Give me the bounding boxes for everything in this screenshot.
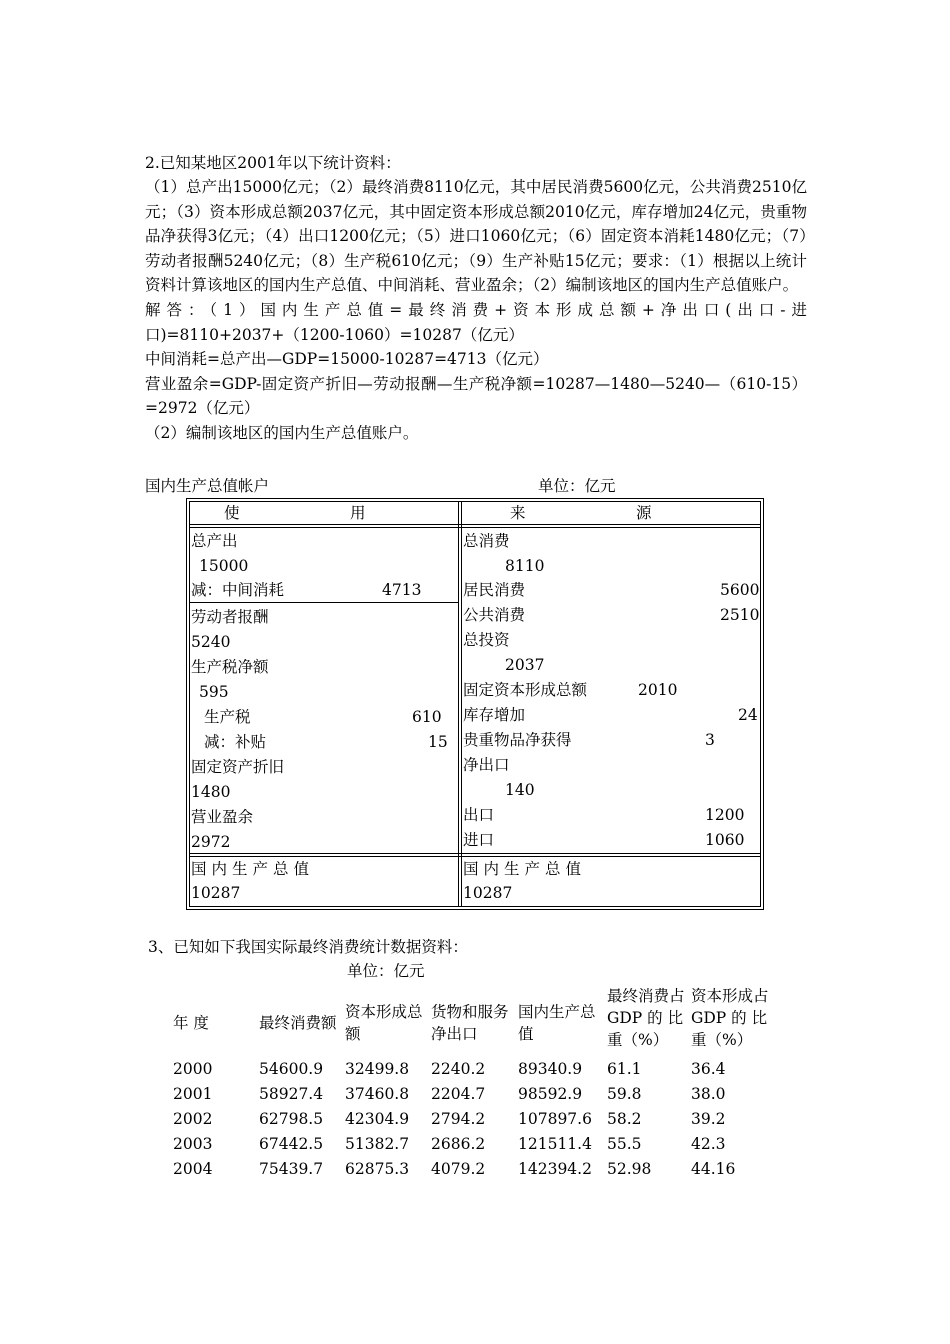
table-cell: 107897.6 [518, 1110, 592, 1128]
right-gdp-value: 10287 [463, 884, 513, 902]
table-cell: 62798.5 [259, 1110, 324, 1128]
col-header-gdp: 国内生产总值 [518, 1003, 596, 1043]
right-export: 出口 [463, 806, 495, 824]
table-cell: 4079.2 [431, 1160, 486, 1178]
left-subsidy-value: 15 [428, 733, 448, 751]
table-cell: 75439.7 [259, 1160, 324, 1178]
left-intermediate-value: 4713 [382, 581, 422, 599]
use-header-1: 使 [224, 504, 240, 522]
table-cell: 98592.9 [518, 1085, 583, 1103]
left-net-tax: 生产税净额 [191, 658, 269, 676]
table-cell: 44.16 [691, 1160, 736, 1178]
right-valuables: 贵重物品净获得 [463, 731, 572, 749]
table-cell: 142394.2 [518, 1160, 592, 1178]
q3-title: 3、已知如下我国实际最终消费统计数据资料： [148, 938, 468, 956]
source-header-1: 来 [510, 504, 526, 522]
col-header-capital-share: 资本形成占GDP 的 比重（%） [691, 987, 769, 1049]
table-cell: 2002 [173, 1110, 213, 1128]
right-import: 进口 [463, 831, 495, 849]
left-operating-surplus-value: 2972 [191, 833, 231, 851]
table-cell: 61.1 [607, 1060, 642, 1078]
right-gdp-label: 国内生产总值 [463, 860, 587, 878]
table-cell: 54600.9 [259, 1060, 324, 1078]
table-cell: 58.2 [607, 1110, 642, 1128]
table-cell: 67442.5 [259, 1135, 324, 1153]
table-cell: 2794.2 [431, 1110, 486, 1128]
left-production-tax-value: 610 [412, 708, 442, 726]
right-valuables-value: 3 [705, 731, 715, 749]
right-fixed-capital: 固定资本形成总额 [463, 681, 588, 699]
table-cell: 2204.7 [431, 1085, 486, 1103]
table-cell: 2000 [173, 1060, 213, 1078]
table-cell: 58927.4 [259, 1085, 324, 1103]
right-total-consumption-value: 8110 [505, 557, 545, 575]
q2-answer-account: （2）编制该地区的国内生产总值账户。 [145, 423, 419, 442]
col-header-net-export: 货物和服务净出口 [431, 1003, 509, 1043]
q2-answer-surplus: 营业盈余=GDP-固定资产折旧—劳动报酬—生产税净额=10287—1480—5240—（610-15）=2972（亿元） [145, 374, 807, 418]
left-subsidy: 减：补贴 [204, 733, 267, 751]
table-cell: 32499.8 [345, 1060, 410, 1078]
right-fixed-capital-value: 2010 [638, 681, 678, 699]
table-cell: 38.0 [691, 1085, 726, 1103]
right-net-export: 净出口 [463, 756, 510, 774]
table-cell: 59.8 [607, 1085, 642, 1103]
left-compensation: 劳动者报酬 [191, 608, 269, 626]
right-total-investment: 总投资 [463, 631, 510, 649]
right-net-export-value: 140 [505, 781, 535, 799]
col-header-year: 年 度 [173, 1014, 209, 1032]
right-public: 公共消费 [463, 606, 526, 624]
col-header-capital-formation: 资本形成总额 [345, 1003, 423, 1043]
table-cell: 121511.4 [518, 1135, 592, 1153]
table-cell: 2004 [173, 1160, 213, 1178]
q2-body [145, 175, 807, 446]
right-household-value: 5600 [720, 581, 760, 599]
table-cell: 42304.9 [345, 1110, 410, 1128]
left-depreciation-value: 1480 [191, 783, 231, 801]
left-gdp-value: 10287 [191, 884, 241, 902]
table-cell: 2240.2 [431, 1060, 486, 1078]
col-header-final-consumption: 最终消费额 [259, 1014, 337, 1032]
table-cell: 2003 [173, 1135, 213, 1153]
right-public-value: 2510 [720, 606, 760, 624]
table-cell: 62875.3 [345, 1160, 410, 1178]
table-cell: 2686.2 [431, 1135, 486, 1153]
q2-title: 2.已知某地区2001年以下统计资料： [145, 154, 401, 172]
use-header-2: 用 [350, 504, 366, 522]
right-total-consumption: 总消费 [463, 532, 510, 550]
right-household: 居民消费 [463, 581, 526, 599]
account-unit: 单位：亿元 [538, 477, 616, 495]
q3-unit: 单位：亿元 [347, 962, 425, 980]
table-cell: 51382.7 [345, 1135, 410, 1153]
table-cell: 2001 [173, 1085, 213, 1103]
table-cell: 89340.9 [518, 1060, 583, 1078]
right-total-investment-value: 2037 [505, 656, 545, 674]
left-gross-output-value: 15000 [199, 557, 249, 575]
col-header-consumption-share: 最终消费占GDP 的 比重（%） [607, 987, 685, 1049]
right-import-value: 1060 [705, 831, 745, 849]
table-cell: 36.4 [691, 1060, 726, 1078]
right-inventory-value: 24 [738, 706, 758, 724]
left-operating-surplus: 营业盈余 [191, 808, 254, 826]
table-cell: 42.3 [691, 1135, 726, 1153]
table-cell: 52.98 [607, 1160, 652, 1178]
table-cell: 55.5 [607, 1135, 642, 1153]
left-compensation-value: 5240 [191, 633, 231, 651]
left-intermediate: 减：中间消耗 [191, 581, 285, 599]
left-gdp-label: 国内生产总值 [191, 860, 315, 878]
q2-answer-gdp: 解答：（1）国内生产总值=最终消费+资本形成总额+净出口(出口-进口)=8110+2037+（1200-1060）=10287（亿元） [145, 300, 807, 344]
table-cell: 37460.8 [345, 1085, 410, 1103]
q2-answer-intermediate: 中间消耗=总产出—GDP=15000-10287=4713（亿元） [145, 350, 549, 369]
account-title: 国内生产总值帐户 [145, 477, 270, 495]
source-header-2: 源 [636, 504, 652, 522]
left-net-tax-value: 595 [199, 683, 229, 701]
q2-question: （1）总产出15000亿元；（2）最终消费8110亿元，其中居民消费5600亿元，公共消费2510亿元；（3）资本形成总额2037亿元，其中固定资本形成总额2010亿元，库存增加24亿元，贵重物品净获得3亿元；（4）出口1200亿元；（5）进口1060亿元；（6）固定资本消耗1480亿元；（7）劳动者报酬5240亿元；（8）生产税610亿元；（9）生产补贴15亿元；要求：（1）根据以上统计资料计算该地区的国内生产总值、中间消耗、营业盈余；（2）编制该地区的国内生产总值账户。 [145, 178, 807, 295]
left-production-tax: 生产税 [204, 708, 251, 726]
right-export-value: 1200 [705, 806, 745, 824]
left-gross-output: 总产出 [191, 532, 238, 550]
table-cell: 39.2 [691, 1110, 726, 1128]
right-inventory: 库存增加 [463, 706, 526, 724]
left-depreciation: 固定资产折旧 [191, 758, 285, 776]
